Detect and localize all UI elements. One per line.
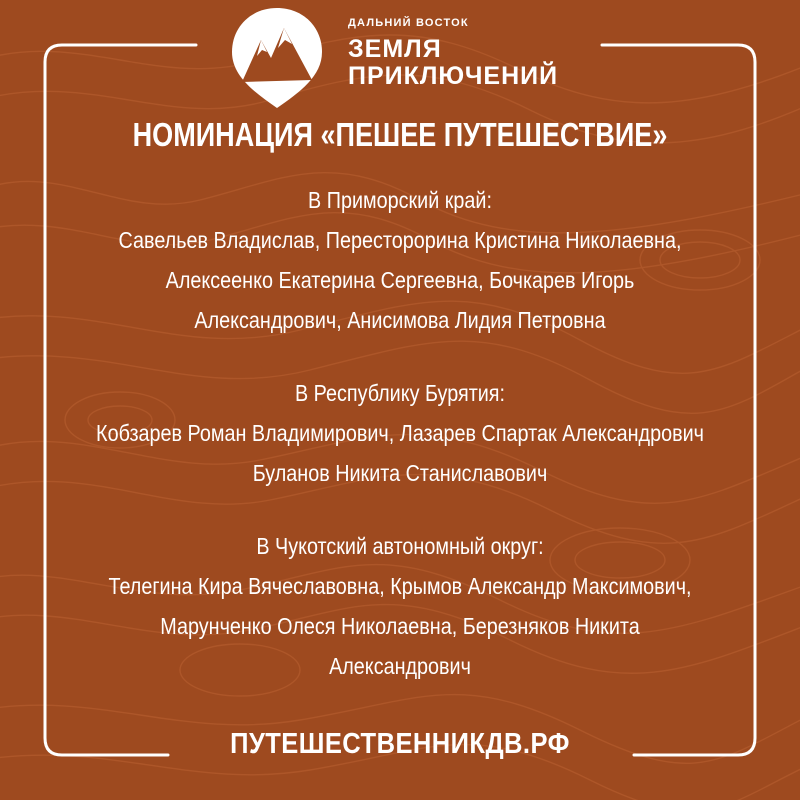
section-1-names-line-2: Алексеенко Екатерина Сергеевна, Бочкарев Игорь [165, 267, 635, 293]
section-1-names-line-3: Александрович, Анисимова Лидия Петровна [194, 307, 606, 333]
mountain-pin-icon [228, 6, 326, 110]
section-1-destination: В Приморский край: [308, 187, 492, 213]
section-3-names-line-1: Телегина Кира Вячеславовна, Крымов Александр Максимович, [108, 573, 692, 599]
winners-list [40, 180, 760, 686]
brand-title [348, 16, 608, 90]
section-gap [40, 493, 760, 526]
section-1-names-line-1: Савельев Владислав, Пересторорина Кристина Николаевна, [118, 227, 682, 253]
website-link[interactable]: ПУТЕШЕСТВЕННИКДВ.РФ [230, 728, 570, 760]
section-3-names-line-2: Марунченко Олеся Николаевна, Березняков Никита [160, 613, 640, 639]
section-2-names-line-2: Буланов Никита Станиславович [252, 460, 548, 486]
brand-line-2: ЗЕМЛЯ [348, 35, 442, 63]
section-gap [40, 340, 760, 373]
section-3-names-line-3: Александрович [329, 653, 471, 679]
brand-line-3: ПРИКЛЮЧЕНИЙ [348, 62, 559, 90]
section-2-names-line-1: Кобзарев Роман Владимирович, Лазарев Спартак Александрович [96, 420, 704, 446]
brand-line-1: ДАЛЬНИЙ ВОСТОК [348, 17, 469, 29]
section-3-destination: В Чукотский автономный округ: [256, 533, 544, 559]
nomination-heading: НОМИНАЦИЯ «ПЕШЕЕ ПУТЕШЕСТВИЕ» [132, 116, 668, 153]
section-2-destination: В Республику Бурятия: [294, 380, 506, 406]
